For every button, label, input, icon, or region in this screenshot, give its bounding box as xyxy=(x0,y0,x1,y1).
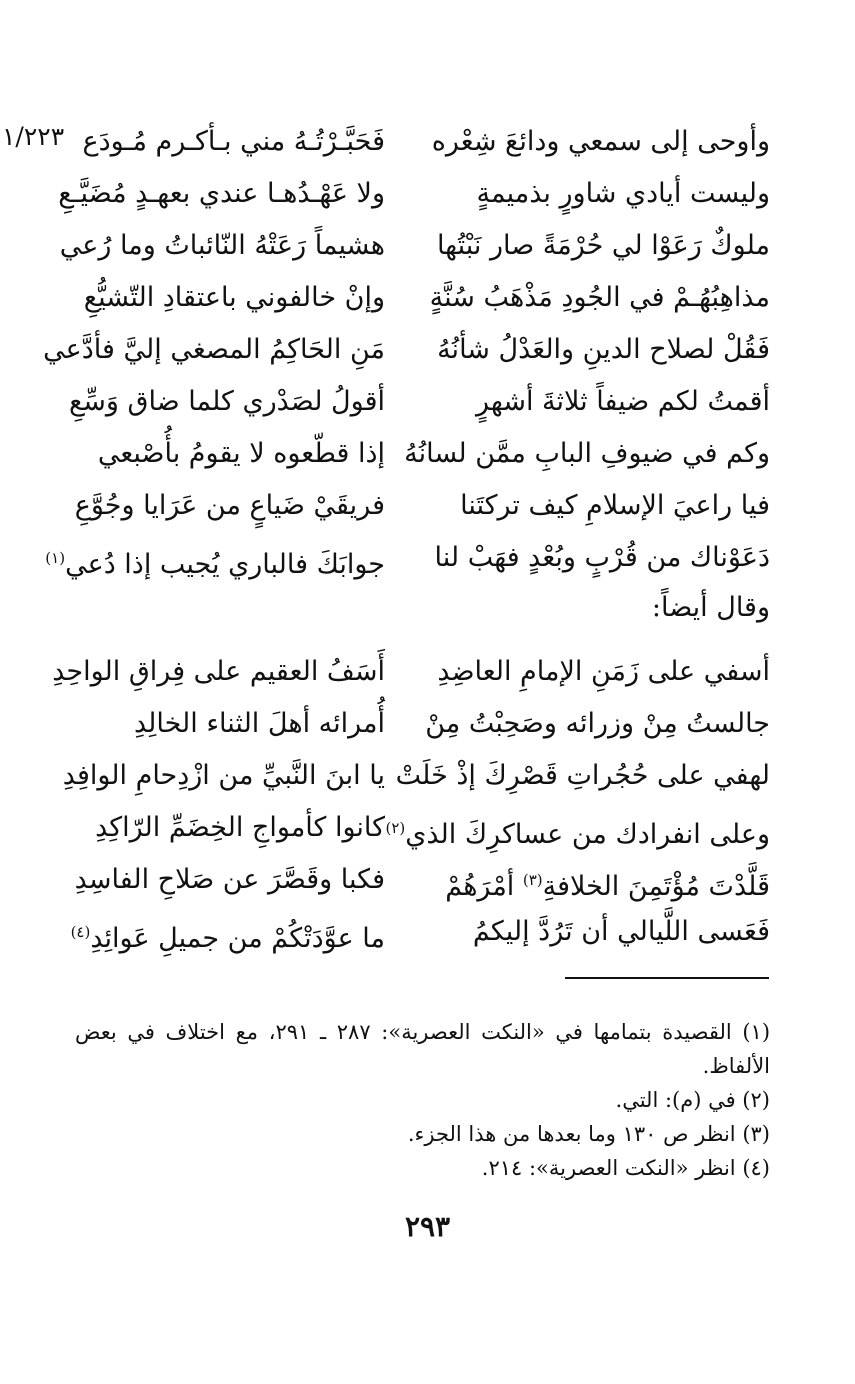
verse-hemistich-right: أقمتُ لكم ضيفاً ثلاثةَ أشهرٍ xyxy=(475,386,770,417)
verse-row xyxy=(70,276,770,328)
verse-text: جوابَكَ فالباري يُجيب إذا دُعي xyxy=(65,549,385,580)
verse-row xyxy=(45,536,770,588)
verse-text-tail: أمْرَهُمْ xyxy=(445,871,523,902)
verse-row xyxy=(62,754,770,806)
verse-row xyxy=(70,858,770,910)
verse-hemistich-left: وإنْ خالفوني باعتقادِ التّشيُّعِ xyxy=(83,282,385,313)
verse-hemistich-right: وكم في ضيوفِ البابِ ممَّن لسانُهُ xyxy=(404,438,770,469)
footnote-marker: (١) xyxy=(45,549,66,567)
verse-row xyxy=(70,120,770,172)
verse-row xyxy=(70,702,770,754)
verse-hemistich-left: إذا قطّعوه لا يقومُ بأُصْبعي xyxy=(97,438,385,469)
verse-hemistich-left: يا ابنَ النَّبيِّ من ازْدِحامِ الوافِدِ xyxy=(62,760,385,791)
verse-hemistich-left: فَحَبَّـرْتُـهُ مني بـأكـرم مُـودَع xyxy=(82,126,385,157)
verse-hemistich-left xyxy=(45,536,385,587)
verse-hemistich-right: فَقُلْ لصلاح الدينِ والعَدْلُ شأنُهُ xyxy=(437,334,770,365)
verse-text: قَلَّدْتَ مُؤْتَمِنَ الخلافةِ xyxy=(542,871,770,902)
page-number: ٢٩٣ xyxy=(404,1210,451,1243)
verse-text: ما عوَّدَتْكُمْ من جميلِ عَوائِدِ xyxy=(90,923,385,954)
verse-row xyxy=(70,380,770,432)
verse-hemistich-left: أَسَفُ العقيم على فِراقِ الواحِدِ xyxy=(52,656,385,687)
verse-hemistich-left: أقولُ لصَدْري كلما ضاق وَسِّعِ xyxy=(68,386,385,417)
verse-hemistich-right xyxy=(445,858,770,909)
footnote-marker: (٤) xyxy=(70,923,91,941)
verse-hemistich-right: جالستُ مِنْ وزرائه وصَحِبْتُ مِنْ xyxy=(425,708,770,739)
verse-row xyxy=(70,910,770,962)
verse-row xyxy=(70,806,770,858)
verse-hemistich-right: لهفي على حُجُراتِ قَصْرِكَ إذْ خَلَتْ xyxy=(395,760,770,791)
source-reference: ١/٢٢٣ xyxy=(2,122,65,151)
verse-text: وعلى انفرادك من عساكرِكَ الذي xyxy=(405,819,770,850)
verse-hemistich-right: فَعَسى اللَّيالي أن تَرُدَّ إليكمُ xyxy=(472,916,770,947)
verse-row xyxy=(43,328,770,380)
verse-hemistich-right: ملوكٌ رَعَوْا لي حُرْمَةً صار نَبْتُها xyxy=(436,230,770,261)
verse-hemistich-right: وأوحى إلى سمعي ودائعَ شِعْره xyxy=(431,126,770,157)
verse-hemistich-left: فكبا وقَصَّرَ عن صَلاحِ الفاسِدِ xyxy=(74,864,385,895)
poem-second xyxy=(52,650,770,962)
verse-hemistich-right: أسفي على زَمَنِ الإمامِ العاضِدِ xyxy=(437,656,770,687)
verse-hemistich-right: فيا راعيَ الإسلامِ كيف تركتَنا xyxy=(460,490,770,521)
verse-hemistich-right xyxy=(385,806,770,857)
verse-hemistich-left: هشيماً رَعَتْهُ النّائباتُ وما رُعي xyxy=(59,230,385,261)
verse-row xyxy=(70,484,770,536)
poem-first xyxy=(43,120,770,588)
footnote-1: (١) القصيدة بتمامها في «النكت العصرية»: ٢٨٧ ـ ٢٩١، مع اختلاف في بعض الألفاظ. xyxy=(75,1020,771,1078)
verse-row xyxy=(58,172,770,224)
section-intro: وقال أيضاً: xyxy=(651,592,770,623)
verse-row xyxy=(59,224,770,276)
footnote-marker: (٢) xyxy=(385,819,406,837)
verse-hemistich-right: دَعَوْناك من قُرْبٍ وبُعْدٍ فهَبْ لنا xyxy=(434,542,770,573)
footnotes xyxy=(75,1015,770,1185)
verse-hemistich-left: كانوا كأمواجِ الخِضَمِّ الرّاكِدِ xyxy=(95,812,385,843)
verse-row xyxy=(52,650,770,702)
verse-hemistich-left: ولا عَهْـدُهـا عندي بعهـدٍ مُضَيَّـعِ xyxy=(58,178,385,209)
footnote-2: (٢) في (م): التي. xyxy=(615,1088,770,1112)
footnote-4: (٤) انظر «النكت العصرية»: ٢١٤. xyxy=(481,1156,770,1180)
footnote-3: (٣) انظر ص ١٣٠ وما بعدها من هذا الجزء. xyxy=(407,1122,770,1146)
verse-hemistich-left xyxy=(71,910,385,961)
footnote-marker: (٣) xyxy=(522,871,543,889)
verse-hemistich-left: أُمرائه أهلَ الثناء الخالِدِ xyxy=(133,708,385,739)
verse-hemistich-right: وليست أيادي شاورٍ بذميمةٍ xyxy=(476,178,770,209)
verse-row xyxy=(70,432,770,484)
verse-hemistich-left: فريقَيْ ضَياعٍ من عَرَايا وجُوَّعِ xyxy=(74,490,385,521)
verse-hemistich-left: مَنِ الحَاكِمُ المصغي إليَّ فأدَّعي xyxy=(43,334,385,365)
footnote-separator xyxy=(565,977,769,979)
verse-hemistich-right: مذاهِبُهُـمْ في الجُودِ مَذْهَبُ سُنَّةٍ xyxy=(429,282,770,313)
